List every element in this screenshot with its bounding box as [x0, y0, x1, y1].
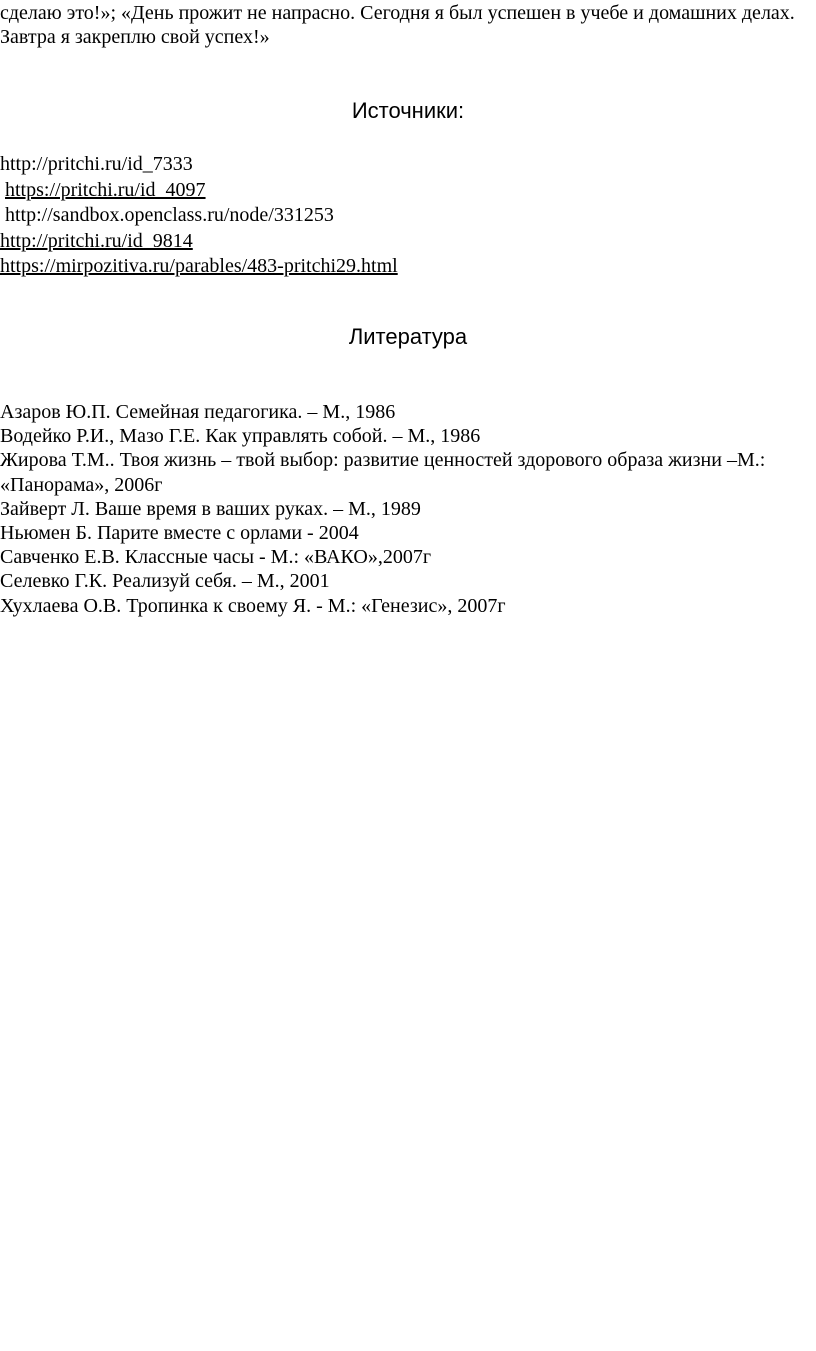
literature-item: Азаров Ю.П. Семейная педагогика. – М., 1986 [0, 401, 396, 423]
literature-item: Селевко Г.К. Реализуй себя. – М., 2001 [0, 570, 330, 593]
source-link[interactable]: https://pritchi.ru/id_4097 [5, 178, 206, 201]
intro-paragraph: сделаю это!»; «День прожит не напрасно. Сегодня я был успешен в учебе и домашних делах. Завтра я закреплю свой успех!» [0, 2, 795, 48]
literature-list [0, 400, 816, 618]
literature-item: Зайверт Л. Ваше время в ваших руках. – М., 1989 [0, 497, 421, 520]
source-link[interactable]: http://sandbox.openclass.ru/node/331253 [5, 204, 334, 226]
sources-list [0, 152, 398, 280]
sources-heading: Источники: [351, 98, 465, 123]
source-link[interactable]: https://mirpozitiva.ru/parables/483-pritchi29.html [0, 255, 398, 277]
literature-item: Жирова Т.М.. Твоя жизнь – твой выбор: развитие ценностей здорового образа жизни –М.: «Панорама», 2006г [0, 449, 766, 496]
source-item [0, 203, 398, 229]
source-item [0, 229, 398, 255]
source-item [0, 254, 398, 280]
literature-heading: Литература [348, 324, 468, 349]
literature-item: Ньюмен Б. Парите вместе с орлами - 2004 [0, 522, 359, 545]
literature-item: Водейко Р.И., Мазо Г.Е. Как управлять собой. – М., 1986 [0, 425, 481, 448]
source-link[interactable]: http://pritchi.ru/id_7333 [0, 153, 193, 175]
literature-item: Хухлаева О.В. Тропинка к своему Я. - М.: «Генезис», 2007г [0, 594, 506, 617]
source-item [0, 152, 398, 178]
source-link[interactable]: http://pritchi.ru/id_9814 [0, 229, 193, 252]
source-item [0, 178, 398, 204]
literature-item: Савченко Е.В. Классные часы - М.: «ВАКО»,2007г [0, 546, 432, 569]
